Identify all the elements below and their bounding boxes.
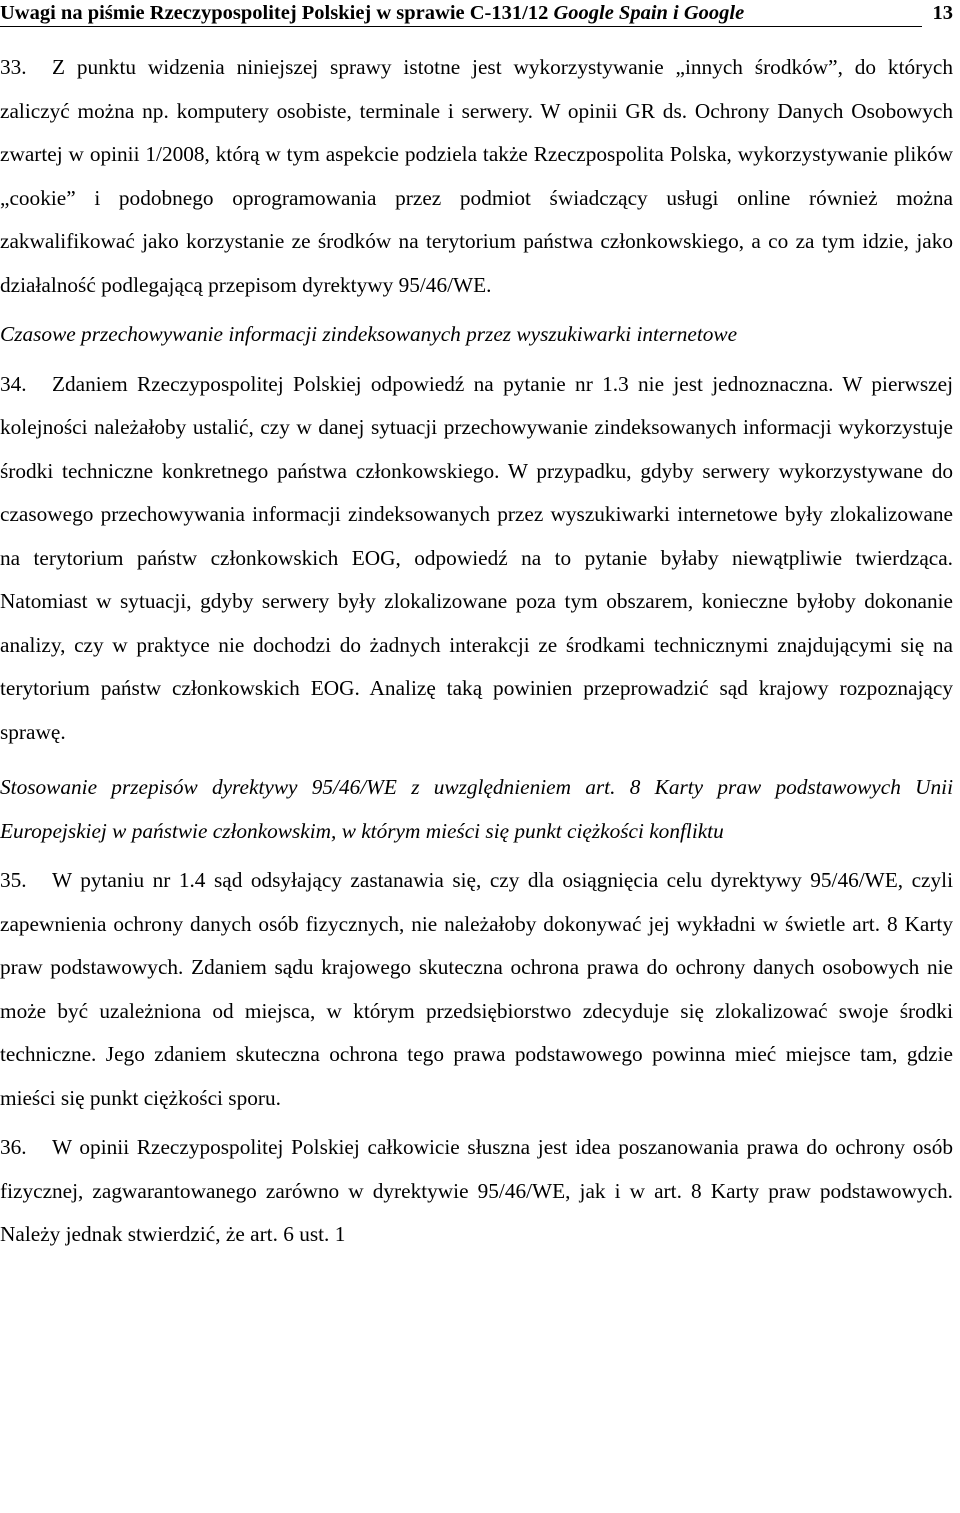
paragraph-number: 35. [0,868,27,892]
paragraph-number: 34. [0,371,27,396]
spacer [0,754,953,766]
running-header [0,0,953,28]
paragraph-35 [0,859,953,1120]
paragraph-36 [0,1126,953,1257]
document-body [0,46,953,1257]
section-heading-temporary-storage: Czasowe przechowywanie informacji zindeksowanych przez wyszukiwarki internetowe [0,322,738,346]
paragraph-33 [0,46,953,307]
paragraph-number: 36. [0,1135,27,1159]
paragraph-34 [0,363,953,755]
header-title [0,0,744,26]
paragraph-number: 33. [0,55,27,79]
paragraph-text: W pierwszej kolejności należałoby ustalić, czy w danej sytuacji przechowywanie zindeksowanych informacji wykorzystuje środki techniczne konkretnego państwa członkowskiego. W przypadku, gdyby serwery wykorzystywane do czasowego przechowywania informacji zindeksowanych przez wyszukiwarki internetowe były zlokalizowane na terytorium państw członkowskich EOG, odpowiedź na to pytanie byłaby niewątpliwie twierdząca. Natomiast w sytuacji, gdyby serwery były zlokalizowane poza tym obszarem, konieczne byłoby dokonanie analizy, czy w praktyce nie dochodzi do żadnych interakcji ze środkami technicznymi znajdującymi się na terytorium państw członkowskich EOG. Analizę taką powinien przeprowadzić sąd krajowy rozpoznający sprawę. [0,371,953,744]
paragraph-text: Z punktu widzenia niniejszej sprawy istotne jest wykorzystywanie „innych środków”, do których zaliczyć można np. komputery osobiste, terminale i serwery. W opinii GR ds. Ochrony Danych Osobowych zwartej w opinii 1/2008, którą w tym aspekcie podziela także Rzeczpospolita Polska, wykorzystywanie plików „cookie” i podobnego oprogramowania przez podmiot świadczący usługi online również można zakwalifikować jako korzystanie ze środków na terytorium państwa członkowskiego, a co za tym idzie, jako działalność podlegającą przepisom dyrektywy 95/46/WE. [0,55,953,297]
paragraph-first-line: Zdaniem Rzeczypospolitej Polskiej odpowiedź na pytanie nr 1.3 nie jest jednoznaczna. [52,371,834,396]
page-number: 13 [932,2,953,24]
paragraph-text: W opinii Rzeczypospolitej Polskiej całkowicie słuszna jest idea poszanowania prawa do ochrony osób fizycznej, zagwarantowanego zarówno w dyrektywie 95/46/WE, jak i w art. 8 Karty praw podstawowych. Należy jednak stwierdzić, że art. 6 ust. 1 [0,1135,953,1246]
header-title-prefix: Uwagi na piśmie Rzeczypospolitej Polskiej w sprawie C-131/12 [0,2,554,24]
header-title-case-name: Google Spain i Google [553,2,745,24]
paragraph-text: W pytaniu nr 1.4 sąd odsyłający zastanawia się, czy dla osiągnięcia celu dyrektywy 95/46/WE, czyli zapewnienia ochrony danych osób fizycznych, nie należałoby dokonywać jej wykładni w świetle art. 8 Karty praw podstawowych. Zdaniem sądu krajowego skuteczna ochrona prawa do ochrony danych osobowych nie może być uzależniona od miejsca, w którym przedsiębiorstwo zdecyduje się zlokalizować swoje środki techniczne. Jego zdaniem skuteczna ochrona tego prawa podstawowego powinna mieć miejsce tam, gdzie mieści się punkt ciężkości sporu. [0,868,953,1110]
header-rule [0,26,922,27]
section-heading-directive-application: Stosowanie przepisów dyrektywy 95/46/WE z uwzględnieniem art. 8 Karty praw podstawowych Unii Europejskiej w państwie członkowskim, w którym mieści się punkt ciężkości konfliktu [0,775,953,843]
